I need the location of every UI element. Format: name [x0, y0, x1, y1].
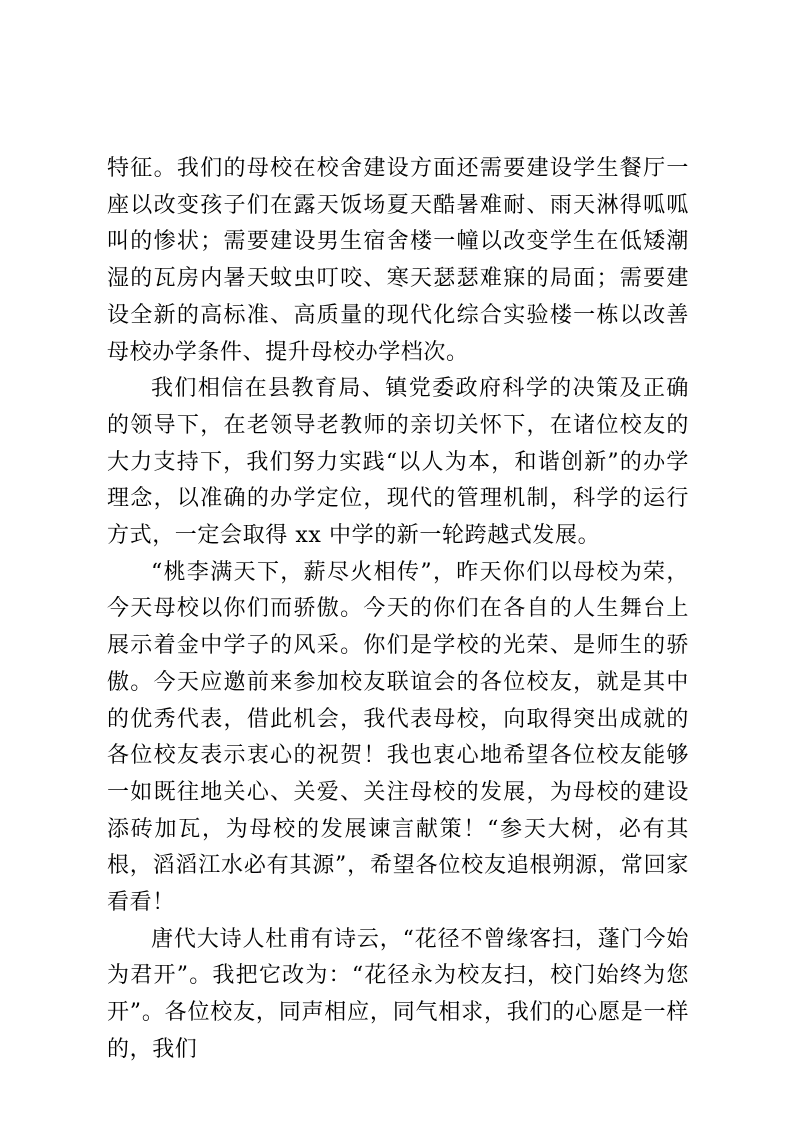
- paragraph-2: 我们相信在县教育局、镇党委政府科学的决策及正确的领导下，在老领导老教师的亲切关怀下，在诸位校友的大力支持下，我们努力实践“以人为本，和谐创新”的办学理念，以准确的办学定位，现代的管理机制，科学的运行方式，一定会取得 xx 中学的新一轮跨越式发展。: [107, 376, 689, 549]
- paragraph-3: “桃李满天下，薪尽火相传”，昨天你们以母校为荣，今天母校以你们而骄傲。今天的你们在各自的人生舞台上展示着金中学子的风采。你们是学校的光荣、是师生的骄傲。今天应邀前来参加校友联谊会的各位校友，就是其中的优秀代表，借此机会，我代表母校，向取得突出成就的各位校友表示衷心的祝贺！我也衷心地希望各位校友能够一如既往地关心、关爱、关注母校的发展，为母校的建设添砖加瓦，为母校的发展谏言献策！“参天大树，必有其根，滔滔江水必有其源”，希望各位校友追根朔源，常回家看看！: [107, 559, 689, 916]
- paragraph-4: 唐代大诗人杜甫有诗云，“花径不曾缘客扫，蓬门今始为君开”。我把它改为：“花径永为校友扫，校门始终为您开”。各位校友，同声相应，同气相求，我们的心愿是一样的，我们: [107, 926, 689, 1062]
- document-page: [107, 151, 689, 1069]
- paragraph-1: 特征。我们的母校在校舍建设方面还需要建设学生餐厅一座以改变孩子们在露天饭场夏天酷暑难耐、雨天淋得呱呱叫的惨状；需要建设男生宿舍楼一幢以改变学生在低矮潮湿的瓦房内暑天蚊虫叮咬、寒天瑟瑟难寐的局面；需要建设全新的高标准、高质量的现代化综合实验楼一栋以改善母校办学条件、提升母校办学档次。: [107, 156, 689, 365]
